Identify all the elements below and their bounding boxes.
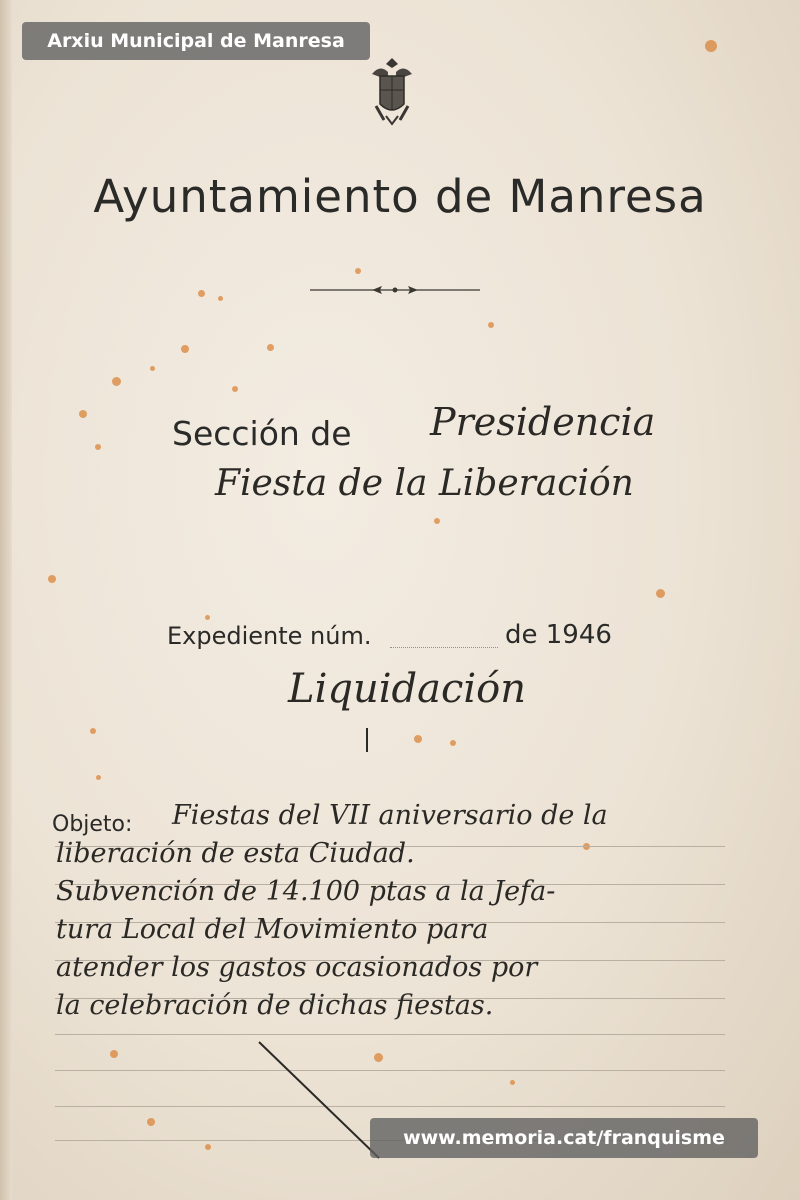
expediente-type: Liquidación <box>288 666 527 712</box>
coat-of-arms-icon <box>366 54 418 128</box>
objeto-line-2: liberación de esta Ciudad. <box>56 838 415 869</box>
archive-watermark: Arxiu Municipal de Manresa <box>22 22 370 60</box>
seccion-value: Presidencia <box>430 400 656 444</box>
seccion-label: Sección de <box>172 414 352 453</box>
page-title: Ayuntamiento de Manresa <box>93 170 707 223</box>
divider-ornament <box>310 283 480 297</box>
objeto-line-1: Fiestas del VII aniversario de la <box>172 800 608 831</box>
source-watermark: www.memoria.cat/franquisme <box>370 1118 758 1158</box>
expediente-label: Expediente núm. <box>167 622 372 650</box>
ink-mark <box>366 728 368 752</box>
page-edge <box>0 0 12 1200</box>
seccion-subtitle: Fiesta de la Liberación <box>215 463 634 504</box>
expediente-year: de 1946 <box>505 620 612 650</box>
expediente-number-line <box>390 647 498 648</box>
objeto-label: Objeto: <box>52 812 133 837</box>
objeto-line-6: la celebración de dichas fiestas. <box>56 990 494 1021</box>
objeto-line-5: atender los gastos ocasionados por <box>56 952 538 983</box>
objeto-line-4: tura Local del Movimiento para <box>56 914 489 945</box>
objeto-line-3: Subvención de 14.100 ptas a la Jefa- <box>56 876 556 907</box>
ruled-line <box>55 1034 725 1035</box>
